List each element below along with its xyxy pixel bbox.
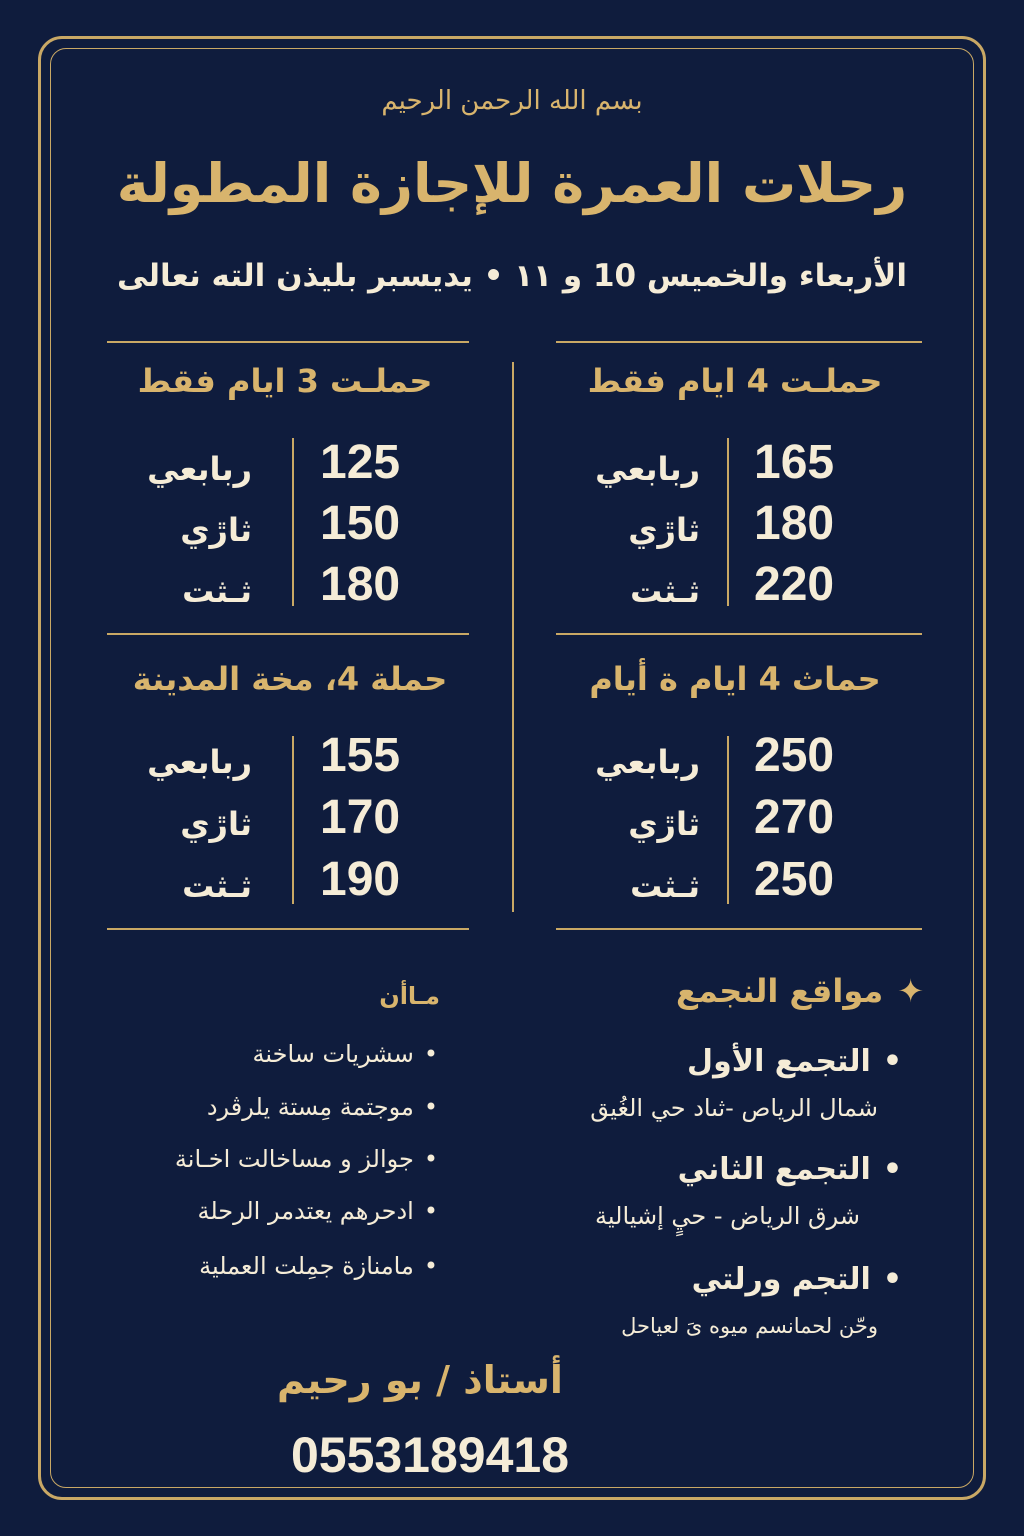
package-title: حملة 4، مخة المدينة [132, 660, 448, 698]
bullet-icon: • [882, 1262, 902, 1297]
package-title: حملـت 4 ايام فقط [587, 362, 883, 400]
meeting-point-desc: وحّن لحمانسم ميوه ىَ لعياحل [621, 1314, 878, 1338]
meeting-point-name: •التجم ورلتي [691, 1262, 902, 1297]
price: 155 [320, 729, 401, 782]
divider [556, 928, 922, 930]
package-divider [292, 736, 294, 904]
room-type: ربابعي [147, 743, 252, 781]
price: 270 [754, 791, 835, 844]
feature-item: •موجتمة مِستة يلرڤرد [206, 1093, 438, 1121]
divider [556, 341, 922, 343]
bullet-icon: • [882, 1152, 902, 1187]
package-title: حملـت 3 ايام فقط [137, 362, 433, 400]
bullet-icon: • [423, 1145, 438, 1173]
price: 250 [754, 853, 835, 906]
divider [107, 928, 469, 930]
price: 125 [320, 436, 401, 489]
divider [107, 341, 469, 343]
basmala: بسم الله الرحمن الرحيم [381, 86, 643, 116]
package-title: حماث 4 ايام ة أيام [589, 660, 881, 698]
bullet-icon: • [423, 1197, 438, 1225]
price: 180 [754, 497, 835, 550]
price: 250 [754, 729, 835, 782]
diamond-icon: ✦ [897, 972, 924, 1010]
bullet-icon: • [882, 1044, 902, 1079]
price: 220 [754, 558, 835, 611]
feature-item: •ادحرهم يعتدمر الرحلة [197, 1197, 438, 1225]
price: 150 [320, 497, 401, 550]
feature-item: •مامنازة جمِلت العملية [199, 1252, 438, 1280]
bullet-icon: • [423, 1093, 438, 1121]
package-divider [727, 438, 729, 606]
features-heading: مـاأن [379, 982, 440, 1010]
meeting-point-desc: شمال الرياص -ثىاد حي الغُيق [590, 1094, 878, 1122]
room-type: ثاڙي [180, 805, 252, 843]
divider [107, 633, 469, 635]
bullet-icon: • [423, 1040, 438, 1068]
price: 165 [754, 436, 835, 489]
contact-name: أستاذ / بو رحيم [277, 1358, 563, 1402]
meeting-point-desc: شرق الرياض - حيٍ إشيالية [595, 1202, 860, 1230]
room-type: ربابعي [147, 450, 252, 488]
meeting-point-name: •التجمع الثاني [677, 1152, 902, 1187]
feature-item: •سشريات ساخنة [252, 1040, 438, 1068]
phone-number[interactable]: 0553189418 [290, 1427, 570, 1483]
room-type: ثـثت [630, 572, 700, 610]
price: 180 [320, 558, 401, 611]
page-title: رحلات العمرة للإجازة المطولة [116, 152, 908, 215]
room-type: ثاڙي [628, 805, 700, 843]
price: 190 [320, 853, 401, 906]
room-type: ثـثت [630, 867, 700, 905]
price: 170 [320, 791, 401, 844]
room-type: ثاڙي [628, 511, 700, 549]
room-type: ثاڙي [180, 511, 252, 549]
package-divider [292, 438, 294, 606]
meeting-point-name: •التجمع الأول [687, 1044, 902, 1079]
package-divider [727, 736, 729, 904]
room-type: ربابعي [595, 743, 700, 781]
room-type: ثـثت [182, 572, 252, 610]
room-type: ربابعي [595, 450, 700, 488]
bullet-icon: • [423, 1252, 438, 1280]
center-divider [512, 362, 514, 912]
feature-item: •جوالز و مساخالت اخـانة [174, 1145, 438, 1173]
room-type: ثـثت [182, 867, 252, 905]
trip-dates: الأربعاء والخميس 10 و ١١ • يديسبر بليذن الته نعالى [116, 258, 907, 294]
divider [556, 633, 922, 635]
meeting-points-heading: ✦مواقع النجمع [675, 972, 924, 1010]
